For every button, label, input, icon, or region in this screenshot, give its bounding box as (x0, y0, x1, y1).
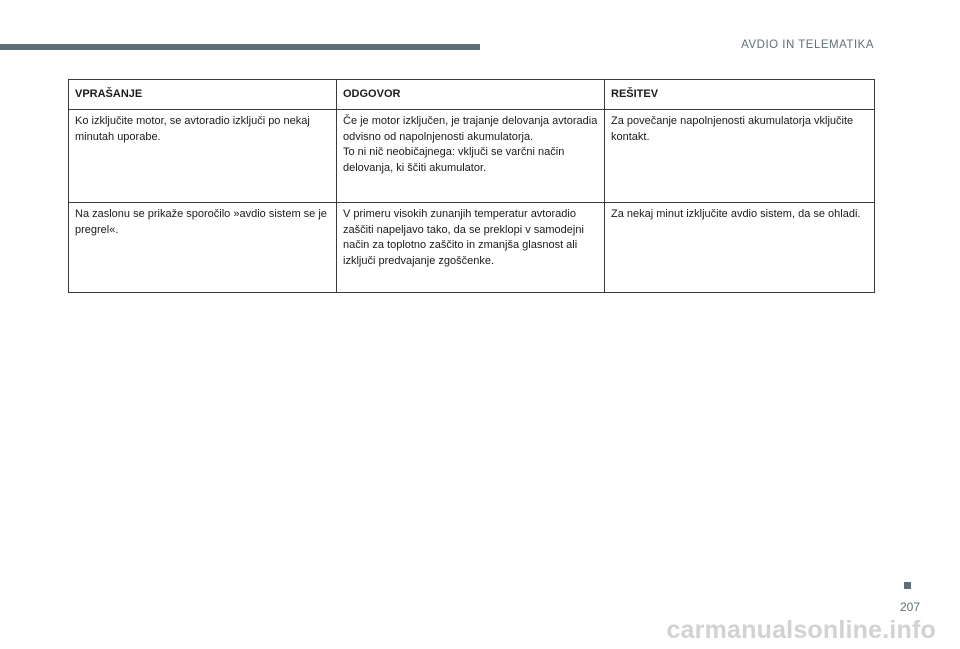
watermark: carmanualsonline.info (666, 616, 936, 644)
header-accent-bar (0, 44, 480, 50)
table-row (69, 110, 875, 203)
section-title: AVDIO IN TELEMATIKA (741, 39, 874, 51)
table-header-row (69, 80, 875, 110)
answer-cell (337, 203, 605, 293)
column-header-solution: REŠITEV (605, 80, 875, 110)
answer-cell (337, 110, 605, 203)
column-header-question: VPRAŠANJE (69, 80, 337, 110)
column-header-answer: ODGOVOR (337, 80, 605, 110)
solution-cell: Za nekaj minut izključite avdio sistem, da se ohladi. (605, 203, 875, 293)
page-number: 207 (899, 600, 920, 614)
page-marker-square (904, 582, 911, 589)
faq-table (68, 79, 875, 293)
answer-text: To ni nič neobičajnega: vključi se varčni način delovanja, ki ščiti akumulator. (343, 146, 565, 174)
question-cell: Ko izključite motor, se avtoradio izključi po nekaj minutah uporabe. (69, 110, 337, 203)
question-cell: Na zaslonu se prikaže sporočilo »avdio sistem se je pregrel«. (69, 203, 337, 293)
answer-text: Če je motor izključen, je trajanje delovanja avtoradia odvisno od napolnjenosti akumulatorja. (343, 115, 598, 143)
solution-cell: Za povečanje napolnjenosti akumulatorja vključite kontakt. (605, 110, 875, 203)
answer-text: V primeru visokih zunanjih temperatur avtoradio zaščiti napeljavo tako, da se preklopi v samodejni način za toplotno zaščito in zmanjša glasnost ali izključi predvajanje zgoščenke. (343, 208, 584, 267)
table-row (69, 203, 875, 293)
